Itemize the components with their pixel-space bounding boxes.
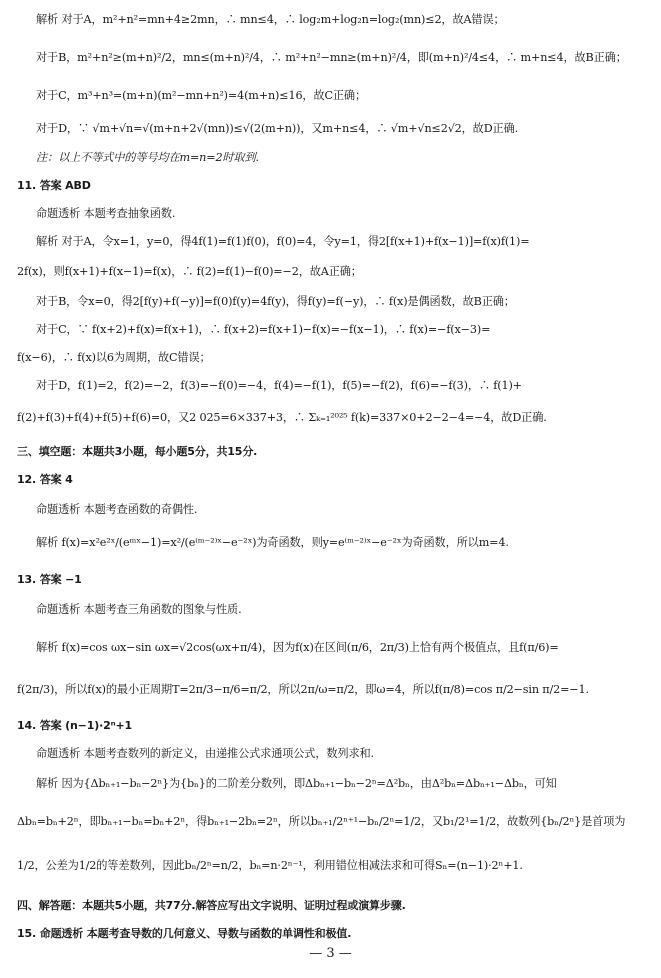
- line-10-a: 解析 对于A，m²+n²=mn+4≥2mn，∴ mn≤4，∴ log₂m+log₂n=log₂(mn)≤2，故A错误；: [36, 13, 505, 26]
- line-10-b: 对于B，m²+n²≥(m+n)²/2，mn≤(m+n)²/4，∴ m²+n²−mn≥(m+n)²/4，即(m+n)²/4≤4，∴ m+n≤4，故B正确；: [36, 51, 627, 64]
- line-11-f: 对于D，f(1)=2，f(2)=−2，f(3)=−f(0)=−4，f(4)=−f(1)，f(5)=−f(2)，f(6)=−f(3)，∴ f(1)+: [36, 379, 522, 392]
- line-10-c: 对于C，m³+n³=(m+n)(m²−mn+n²)=4(m+n)≤16，故C正确；: [36, 89, 367, 102]
- answer-15: 15. 命题透析 本题考查导数的几何意义、导数与函数的单调性和极值.: [17, 927, 352, 940]
- line-11-b: 2f(x)，则f(x+1)+f(x−1)=f(x)，∴ f(2)=f(1)−f(0)=−2，故A正确；: [17, 265, 362, 278]
- intent-12: 命题透析 本题考查函数的奇偶性.: [36, 503, 198, 516]
- intent-14: 命题透析 本题考查数列的新定义，由递推公式求通项公式，数列求和.: [36, 747, 374, 760]
- page-number: — 3 —: [309, 946, 352, 961]
- line-13-b: f(2π/3)，所以f(x)的最小正周期T=2π/3−π/6=π/2，所以2π/ω=π/2，即ω=4，所以f(π/8)=cos π/2−sin π/2=−1.: [17, 683, 589, 696]
- line-11-g: f(2)+f(3)+f(4)+f(5)+f(6)=0，又2 025=6×337+3，∴ Σₖ₌₁²⁰²⁵ f(k)=337×0+2−2−4=−4，故D正确.: [17, 411, 547, 424]
- line-11-c: 对于B，令x=0，得2[f(y)+f(−y)]=f(0)f(y)=4f(y)，得f(y)=f(−y)，∴ f(x)是偶函数，故B正确；: [36, 295, 515, 308]
- line-14-b: Δbₙ=bₙ+2ⁿ，即bₙ₊₁−bₙ=bₙ+2ⁿ，得bₙ₊₁−2bₙ=2ⁿ，所以bₙ₊₁/2ⁿ⁺¹−bₙ/2ⁿ=1/2，又b₁/2¹=1/2，故数列{bₙ/2ⁿ}是首项为: [17, 815, 626, 828]
- note-line: 注：以上不等式中的等号均在m=n=2时取到.: [36, 151, 259, 164]
- answer-14: 14. 答案 (n−1)·2ⁿ+1: [17, 719, 133, 732]
- line-10-d: 对于D，∵ √m+√n=√(m+n+2√(mn))≤√(2(m+n))，又m+n≤4，∴ √m+√n≤2√2，故D正确.: [36, 122, 519, 135]
- section-four-heading: 四、解答题：本题共5小题，共77分.解答应写出文字说明、证明过程或演算步骤.: [17, 899, 406, 912]
- line-14-c: 1/2，公差为1/2的等差数列，因此bₙ/2ⁿ=n/2，bₙ=n·2ⁿ⁻¹，利用错位相减法求和可得Sₙ=(n−1)·2ⁿ+1.: [17, 859, 523, 872]
- line-11-e: f(x−6)，∴ f(x)以6为周期，故C错误；: [17, 351, 211, 364]
- line-13-a: 解析 f(x)=cos ωx−sin ωx=√2cos(ωx+π/4)，因为f(x)在区间(π/6，2π/3)上恰有两个极值点，且f(π/6)=: [36, 641, 559, 654]
- intent-13: 命题透析 本题考查三角函数的图象与性质.: [36, 603, 242, 616]
- line-11-a: 解析 对于A，令x=1，y=0，得4f(1)=f(1)f(0)，f(0)=4，令y=1，得2[f(x+1)+f(x−1)]=f(x)f(1)=: [36, 235, 530, 248]
- answer-13: 13. 答案 −1: [17, 573, 82, 586]
- line-12-a: 解析 f(x)=x²e²ˣ/(eᵐˣ−1)=x²/(e⁽ᵐ⁻²⁾ˣ−e⁻²ˣ)为奇函数，则y=e⁽ᵐ⁻²⁾ˣ−e⁻²ˣ为奇函数，所以m=4.: [36, 536, 509, 549]
- line-14-a: 解析 因为{Δbₙ₊₁−bₙ−2ⁿ}为{bₙ}的二阶差分数列，即Δbₙ₊₁−bₙ−2ⁿ=Δ²bₙ，由Δ²bₙ=Δbₙ₊₁−Δbₙ，可知: [36, 777, 557, 790]
- intent-11: 命题透析 本题考查抽象函数.: [36, 207, 176, 220]
- line-11-d: 对于C，∵ f(x+2)+f(x)=f(x+1)，∴ f(x+2)=f(x+1)−f(x)=−f(x−1)，∴ f(x)=−f(x−3)=: [36, 323, 491, 336]
- answer-11: 11. 答案 ABD: [17, 179, 91, 192]
- answer-12: 12. 答案 4: [17, 473, 73, 486]
- section-three-heading: 三、填空题：本题共3小题，每小题5分，共15分.: [17, 445, 258, 458]
